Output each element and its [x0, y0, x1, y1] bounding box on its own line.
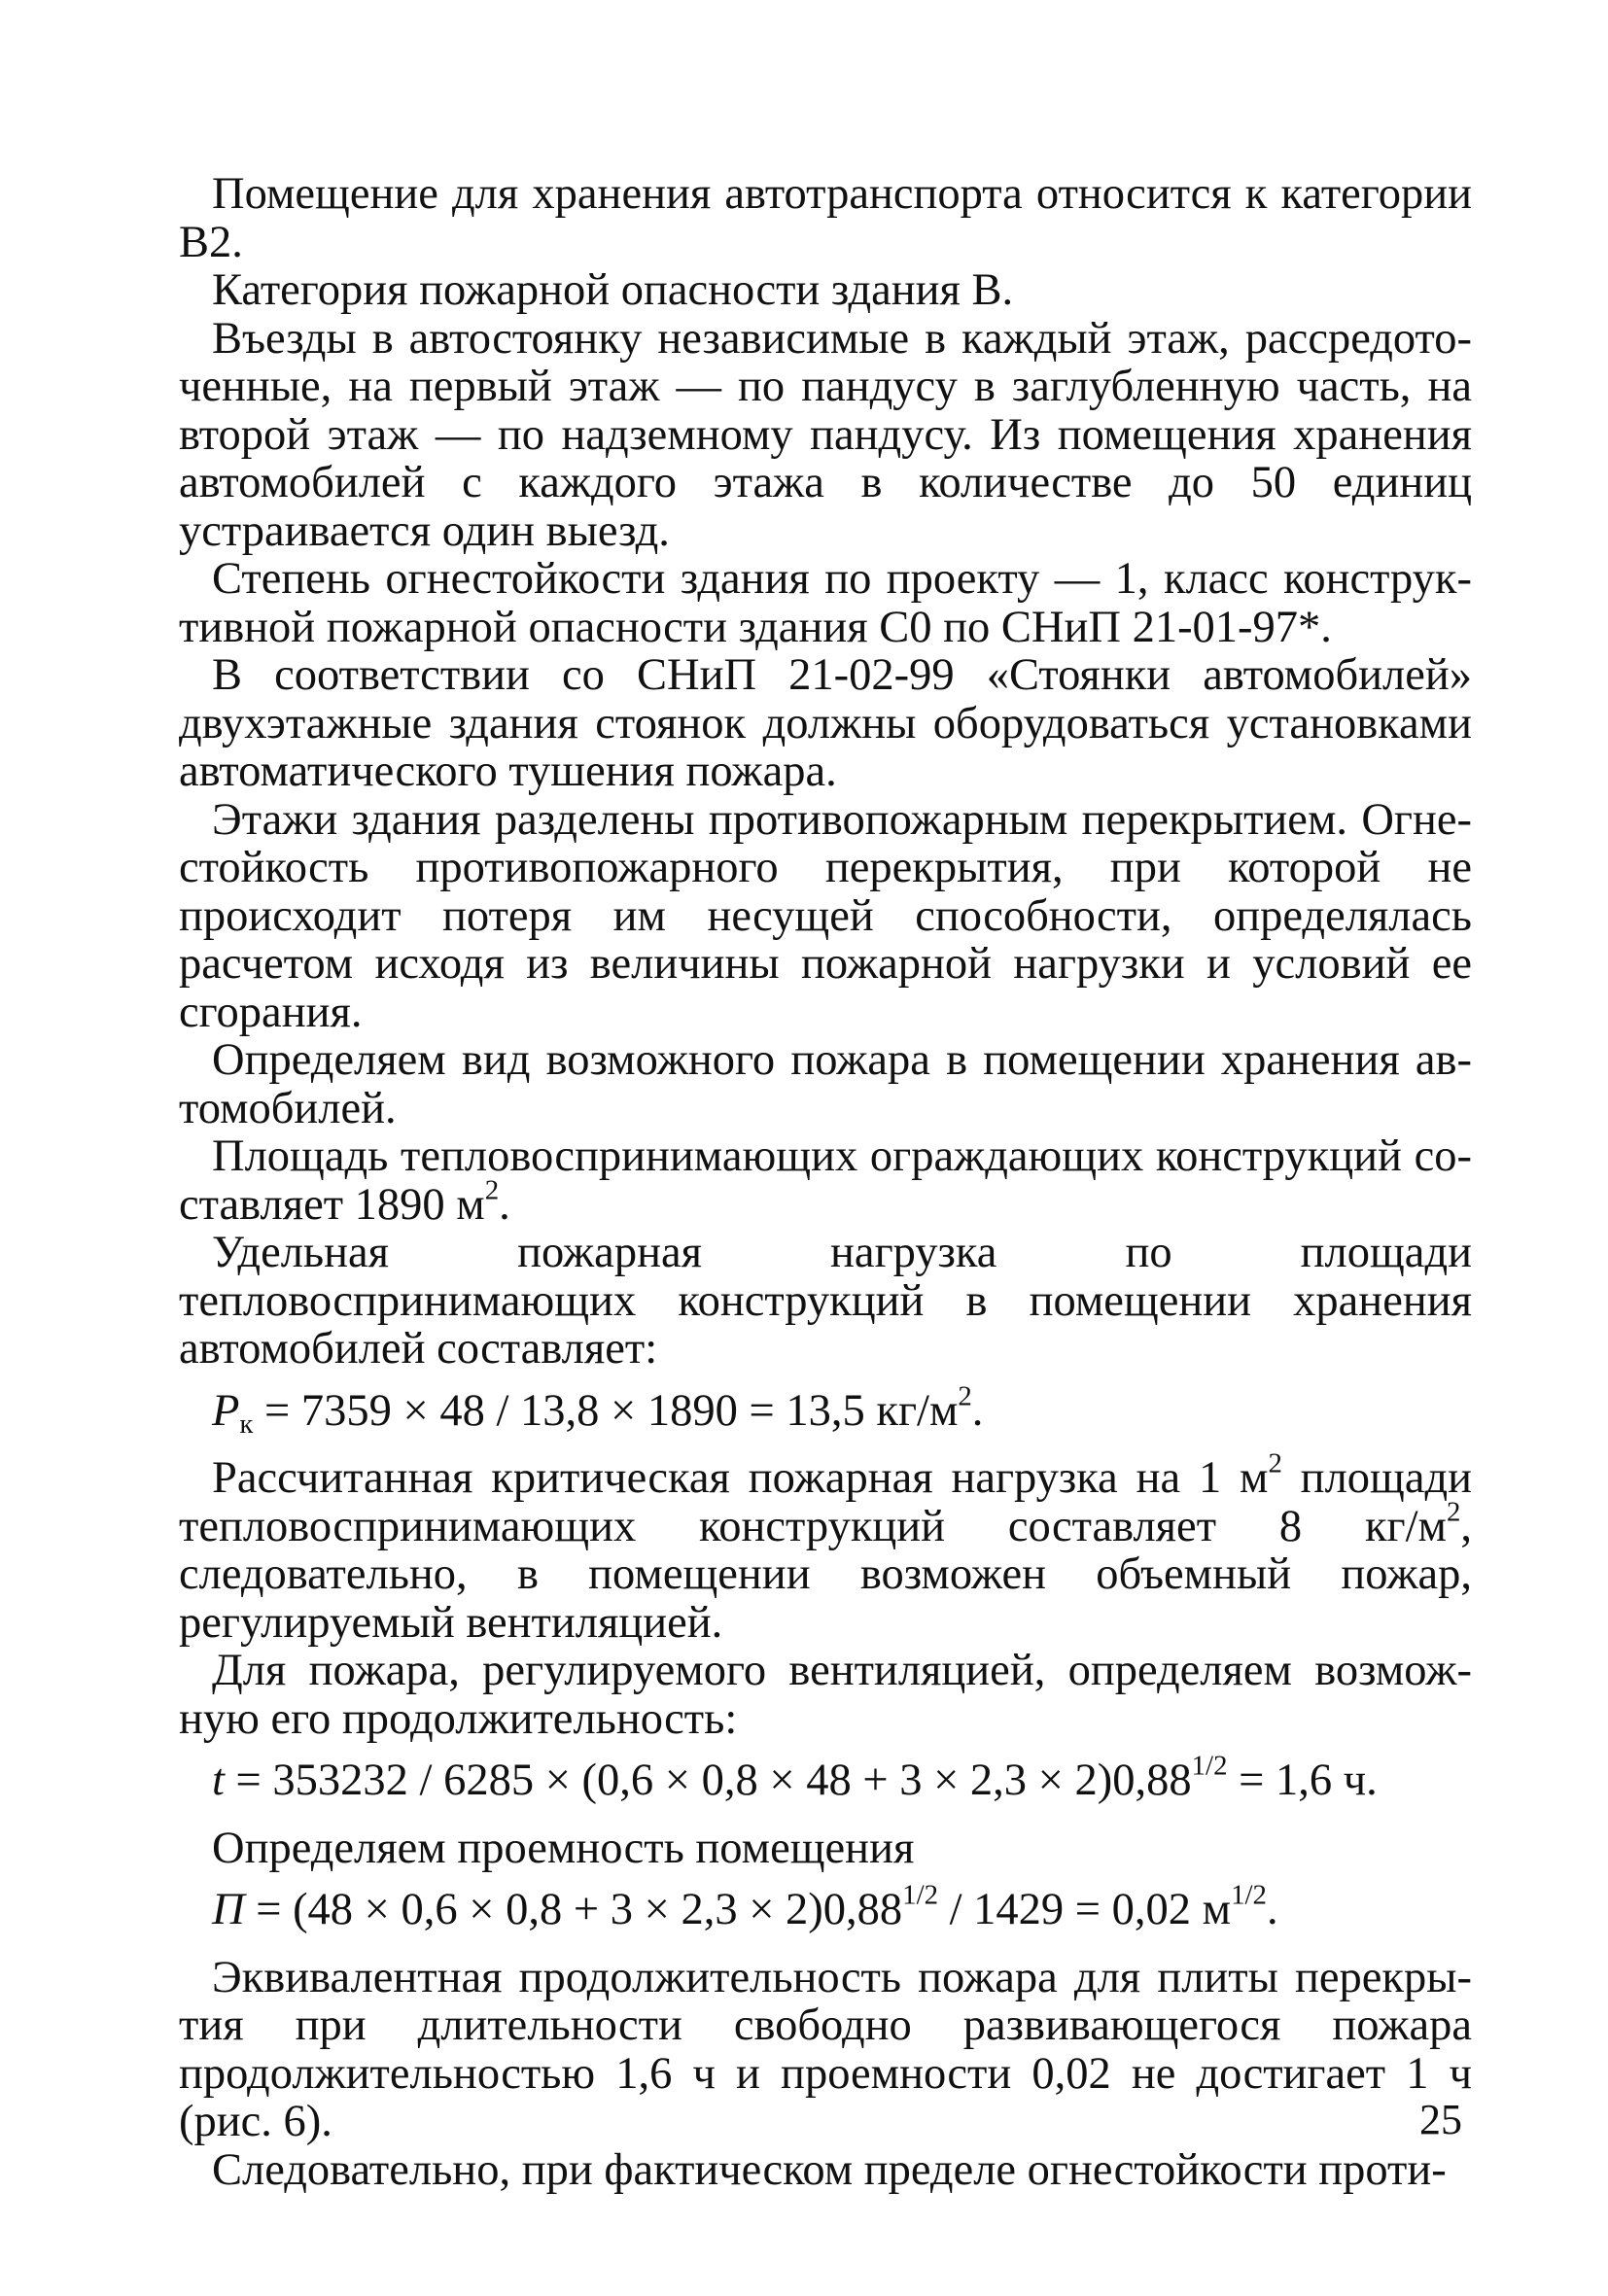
formula-duration-expression: = 353232 / 6285 × (0,6 × 0,8 × 48 + 3 × 2,3 × 2)0,88 — [224, 1756, 1192, 1805]
paragraph-entrances: Въезды в автостоянку независимые в каждый этаж, рассредоточенные, на первый этаж — по пандусу в заглубленную часть, на второй этаж — по надземному пандусу. Из помещения хранения автомобилей с каждого этажа в количестве до 50 единиц устраивается один выезд. — [179, 313, 1472, 556]
paragraph-fire-type: Определяем вид возможного пожара в помещении хранения автомобилей. — [179, 1035, 1472, 1133]
critical-part-1: Рассчитанная критическая пожарная нагрузка на 1 м — [212, 1453, 1269, 1503]
formula-duration-superscript: 1/2 — [1191, 1750, 1228, 1782]
paragraph-ventilation-fire: Для пожара, регулируемого вентиляцией, определяем возможную его продолжительность: — [179, 1646, 1472, 1744]
formula-duration-tail: = 1,6 ч. — [1227, 1756, 1378, 1805]
paragraph-specific-load: Удельная пожарная нагрузка по площади тепловоспринимающих конструкций в помещении хранения автомобилей составляет: — [179, 1228, 1472, 1374]
area-superscript: 2 — [484, 1173, 500, 1205]
formula-opening-variable: П — [212, 1885, 245, 1934]
paragraph-floor-separation: Этажи здания разделены противопожарным перекрытием. Огнестойкость противопожарного перекрытия, при которой не происходит потеря им несущей способности, определялась расчетом исходя из величины пожарной нагрузки и условий ее сгорания. — [179, 794, 1472, 1037]
formula-opening — [179, 1879, 1472, 1934]
formula-load-superscript: 2 — [958, 1379, 972, 1411]
formula-opening-expression: = (48 × 0,6 × 0,8 + 3 × 2,3 × 2)0,88 — [244, 1885, 903, 1934]
formula-duration-variable: t — [212, 1756, 225, 1805]
critical-superscript-1: 2 — [1268, 1447, 1282, 1479]
paragraph-storage-category: Помещение для хранения автотранспорта относится к категории В2. — [179, 169, 1472, 267]
paragraph-building-category: Категория пожарной опасности здания В. — [212, 265, 1014, 315]
paragraph-fire-resistance: Степень огнестойкости здания по проекту — 1, класс конструктивной пожарной опасности здания С0 по СНиП 21-01-97*. — [179, 554, 1472, 652]
formula-load-subscript: к — [239, 1408, 254, 1440]
paragraph-area — [179, 1132, 1472, 1229]
area-tail: . — [499, 1179, 510, 1230]
formula-load-expression: = 7359 × 48 / 13,8 × 1890 = 13,5 кг/м — [253, 1385, 959, 1436]
page-body — [179, 170, 1472, 2194]
formula-opening-mid: / 1429 = 0,02 м — [938, 1885, 1232, 1934]
paragraph-snip-requirements: В соответствии со СНиП 21-02-99 «Стоянки автомобилей» двухэтажные здания стоянок должны оборудоваться установками автоматического тушения пожара. — [179, 650, 1472, 796]
formula-opening-superscript-2: 1/2 — [1231, 1879, 1267, 1911]
paragraph-opening-factor: Определяем проемность помещения — [212, 1823, 915, 1873]
formula-fire-load — [179, 1379, 1472, 1440]
page-number: 25 — [1419, 2096, 1462, 2143]
formula-load-variable: P — [212, 1385, 240, 1436]
formula-load-tail: . — [971, 1385, 984, 1436]
paragraph-conclusion: Следовательно, при фактическом пределе огнестойкости проти- — [212, 2144, 1447, 2195]
critical-superscript-2: 2 — [1446, 1495, 1461, 1527]
formula-opening-tail: . — [1266, 1885, 1278, 1934]
paragraph-critical-load — [179, 1447, 1473, 1648]
paragraph-equivalent-duration: Эквивалентная продолжительность пожара для плиты перекрытия при длительности свободно развивающегося пожара продолжительностью 1,6 ч и проемности 0,02 не достигает 1 ч (рис. 6). — [179, 1952, 1472, 2146]
formula-duration — [179, 1750, 1472, 1805]
critical-part-2: площади тепловоспринимающих конструкций составляет 8 кг/м — [179, 1453, 1473, 1551]
formula-opening-superscript-1: 1/2 — [902, 1879, 939, 1911]
area-text: Площадь тепловоспринимающих ограждающих конструкций составляет 1890 м — [179, 1131, 1472, 1230]
critical-part-3: , следовательно, в помещении возможен объемный пожар, регулируемый вентиляцией. — [179, 1501, 1472, 1648]
